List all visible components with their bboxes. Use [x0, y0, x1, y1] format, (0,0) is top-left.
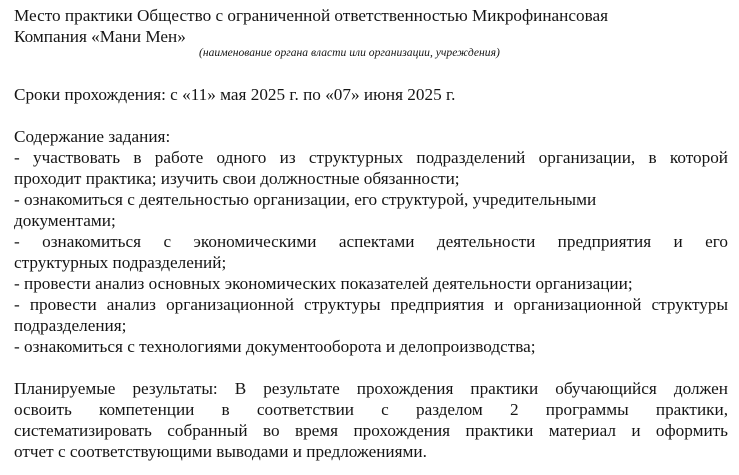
- task-line: документами;: [14, 211, 116, 230]
- results-line: систематизировать собранный во время прохождения практики материал и оформить: [14, 421, 728, 440]
- results-line: Планируемые результаты: В результате прохождения практики обучающийся должен: [14, 379, 728, 398]
- results-line: отчет с соответствующими выводами и предложениями.: [14, 442, 427, 461]
- task-heading: Содержание задания:: [14, 127, 171, 146]
- task-line: - ознакомиться с технологиями документооборота и делопроизводства;: [14, 337, 536, 356]
- practice-place-line-1: Место практики Общество с ограниченной ответственностью Микрофинансовая: [14, 6, 609, 25]
- task-line: - провести анализ организационной структуры предприятия и организационной структуры: [14, 295, 728, 314]
- task-line: подразделения;: [14, 316, 127, 335]
- task-line: - участвовать в работе одного из структурных подразделений организации, в которой: [14, 148, 728, 167]
- task-line: - провести анализ основных экономических показателей деятельности организации;: [14, 274, 633, 293]
- task-line: - ознакомиться с деятельностью организации, его структурой, учредительными: [14, 190, 597, 209]
- results-line: освоить компетенции в соответствии с разделом 2 программы практики,: [14, 400, 728, 419]
- practice-terms: Сроки прохождения: с «11» мая 2025 г. по «07» июня 2025 г.: [14, 85, 456, 104]
- practice-place-caption: (наименование органа власти или организации, учреждения): [199, 46, 500, 59]
- practice-place-line-2: Компания «Мани Мен»: [14, 27, 186, 46]
- task-line: - ознакомиться с экономическими аспектами деятельности предприятия и его: [14, 232, 728, 251]
- task-line: проходит практика; изучить свои должностные обязанности;: [14, 169, 460, 188]
- task-line: структурных подразделений;: [14, 253, 227, 272]
